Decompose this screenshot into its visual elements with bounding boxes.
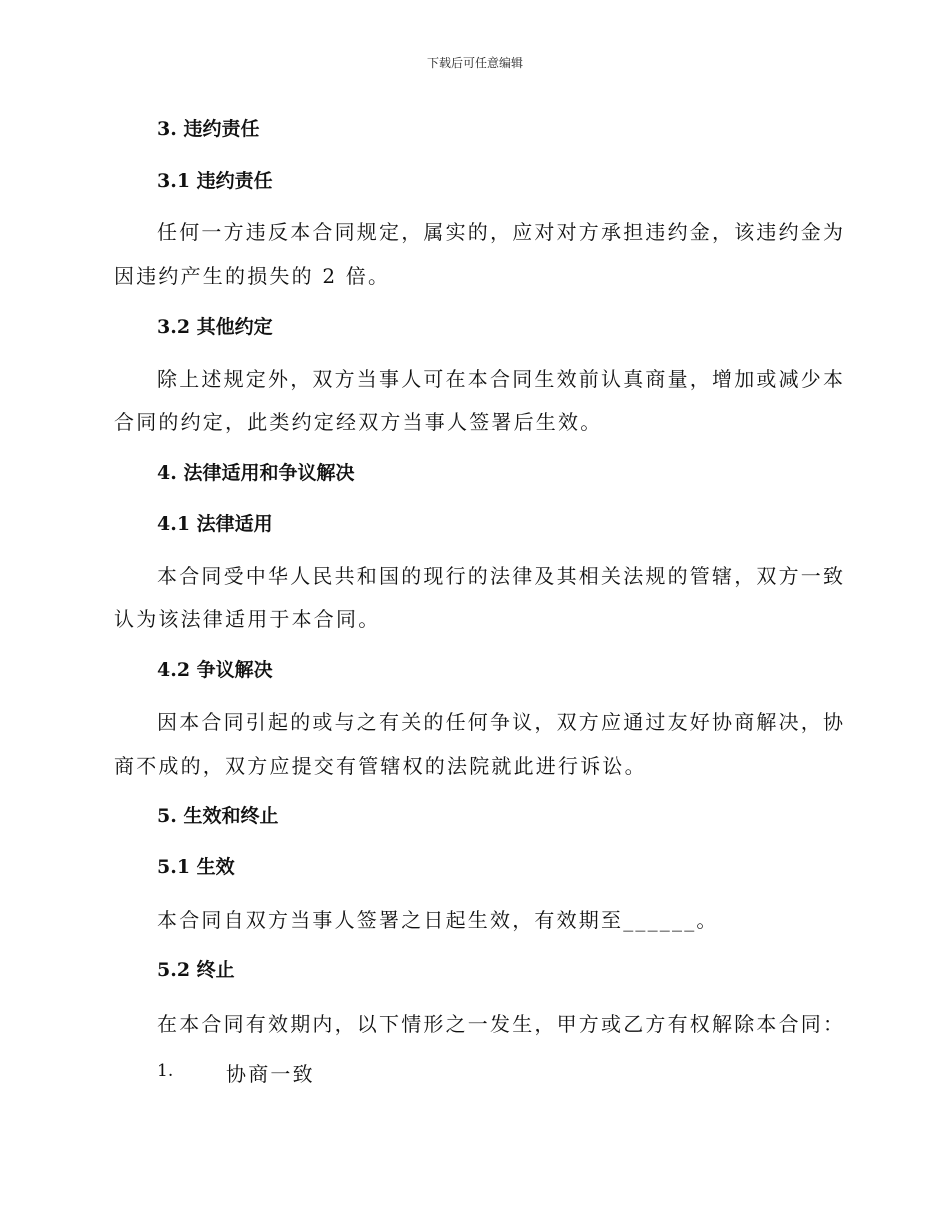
list-item	[0, 1058, 950, 1088]
section-3-2-heading: 3.2 其他约定	[157, 316, 273, 338]
section-3-2-paragraph-line-1: 除上述规定外，双方当事人可在本合同生效前认真商量，增加或减少本	[157, 367, 846, 391]
section-5-2-paragraph-line-1: 在本合同有效期内，以下情形之一发生，甲方或乙方有权解除本合同：	[157, 1012, 846, 1036]
section-3-2-paragraph-line-2: 合同的约定，此类约定经双方当事人签署后生效。	[114, 410, 603, 434]
section-5-1-paragraph-line-1: 本合同自双方当事人签署之日起生效，有效期至______。	[157, 908, 719, 932]
section-4-1-paragraph-line-2: 认为该法律适用于本合同。	[114, 607, 381, 631]
list-item-text: 协商一致	[226, 1062, 315, 1086]
section-4-1-heading: 4.1 法律适用	[157, 513, 273, 535]
section-3-heading: 3. 违约责任	[157, 118, 260, 140]
section-3-1-paragraph-line-1: 任何一方违反本合同规定，属实的，应对对方承担违约金，该违约金为	[157, 220, 846, 244]
section-4-heading: 4. 法律适用和争议解决	[157, 462, 355, 484]
section-4-1-paragraph-line-1: 本合同受中华人民共和国的现行的法律及其相关法规的管辖，双方一致	[157, 564, 846, 588]
section-4-2-paragraph-line-2: 商不成的，双方应提交有管辖权的法院就此进行诉讼。	[114, 754, 647, 778]
page-header: 下载后可任意编辑	[426, 56, 523, 70]
section-3-1-paragraph-line-2: 因违约产生的损失的 2 倍。	[114, 264, 391, 288]
section-4-2-paragraph-line-1: 因本合同引起的或与之有关的任何争议，双方应通过友好协商解决，协	[157, 710, 846, 734]
section-5-1-heading: 5.1 生效	[157, 856, 235, 878]
section-3-1-heading: 3.1 违约责任	[157, 170, 273, 192]
section-5-heading: 5. 生效和终止	[157, 805, 279, 827]
section-5-2-heading: 5.2 终止	[157, 959, 235, 981]
section-4-2-heading: 4.2 争议解决	[157, 659, 273, 681]
list-item-number: 1.	[157, 1061, 174, 1081]
